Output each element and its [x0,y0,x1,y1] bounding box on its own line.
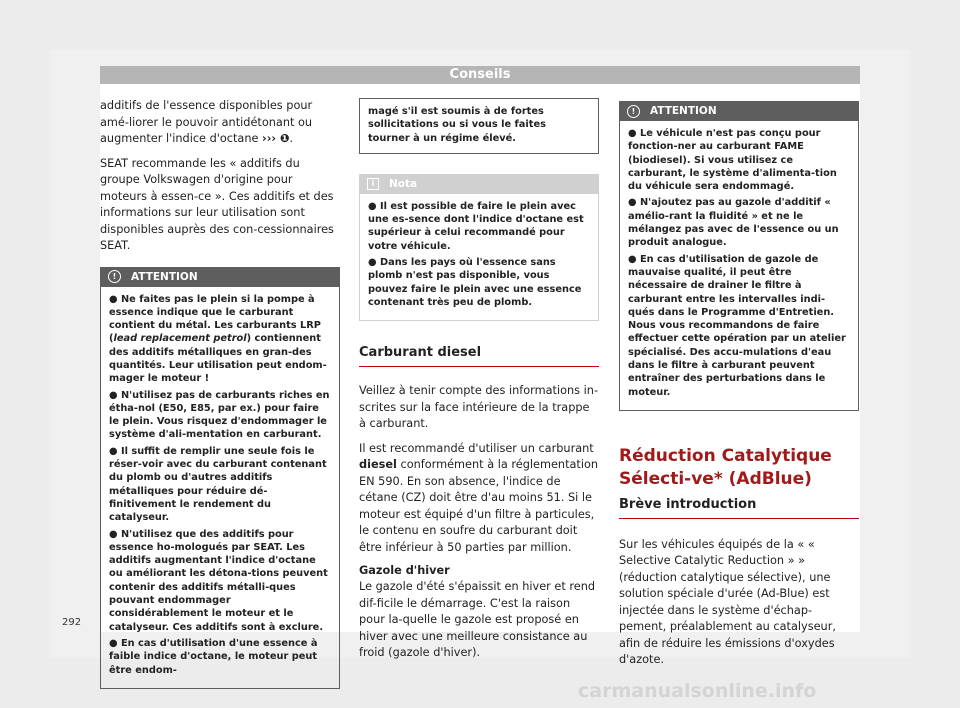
attention-body [619,121,859,411]
attention-title: ATTENTION [131,270,198,283]
bullet-item: ● N'ajoutez pas au gazole d'additif « amélio-rant la fluidité » et ne le mélangez pas avec de l'essence ou un produit analogue. [628,197,839,249]
attention-body [100,287,340,689]
section-title: Carburant diesel [359,345,599,367]
bullet-item [109,293,331,386]
chapter-title: Réduction Catalytique Sélecti-ve* (AdBlue) [619,445,832,489]
paragraph: SEAT recommande les « additifs du groupe Volkswagen d'origine pour moteurs à essen-ce ». Ces additifs et des informations sur leur utilisation sont disponibles auprès des con-cessionnaires SEAT. [100,156,334,252]
paragraph-text: conformément à la réglementation EN 590. En son absence, l'indice de cétane (CZ) doit être d'au moins 51. Si le moteur est équipé d'un filtre à particules, le contenu en soufre du carburant doit être inférieur à 50 parties par million. [359,458,599,554]
bullet-item: ● Dans les pays où l'essence sans plomb n'est pas disponible, vous pouvez faire le plein avec une essence contenant très peu de plomb. [368,257,582,308]
page-number: 292 [62,617,82,628]
bullet-item: ● Le véhicule n'est pas conçu pour fonction-ner au carburant FAME (biodiesel). Si vous utilisez ce carburant, le système d'alimenta-tion du véhicule sera endommagé. [628,128,837,193]
reference-symbol[interactable]: ››› ❶ [262,132,290,145]
column-3 [619,98,859,677]
column-2 [359,98,599,670]
attention-header [100,267,340,287]
info-icon: i [367,178,379,190]
bullet-text: ) contiennent des additifs métalliques en gran-des quantités. Leur utilisation peut endom-mager le moteur ! [109,333,327,385]
bold-term: diesel [359,458,397,472]
attention-continuation: magé s'il est soumis à de fortes sollicitations ou si vous le faites tourner à un régime élevé. [359,98,599,154]
note-title: Nota [389,177,418,190]
attention-header [619,101,859,121]
attention-title: ATTENTION [650,105,717,117]
warning-icon: ! [108,270,121,283]
column-1 [100,98,340,689]
paragraph [359,441,599,557]
paragraph: additifs de l'essence disponibles pour amé-liorer le pouvoir antidétonant ou augmenter l'indice d'octane ››› ❶. [100,99,313,145]
note-header [359,174,599,194]
paragraph-text: Il est recommandé d'utiliser un carburant [359,441,594,455]
attention-box [100,267,340,689]
paragraph: Sur les véhicules équipés de la « « Selective Catalytic Reduction » » (réduction catalytique sélective), une solution spéciale d'urée (Ad-Blue) est injectée dans le système d'échap-pement, préalablement au catalyseur, afin de réduire les émissions d'oxydes d'azote. [619,537,836,667]
bullet-item: ● En cas d'utilisation d'une essence à faible indice d'octane, le moteur peut être endom- [109,637,318,676]
bullet-text: ● Ne faites pas le plein si la pompe à essence indique que le carburant contient du métal. Les carburants LRP ( [109,293,321,345]
watermark: carmanualsonline.info [578,680,817,702]
bullet-item: ● Il suffit de remplir une seule fois le réser-voir avec du carburant contenant du plomb ou d'autres additifs métalliques pour réduire dé-finitivement le rendement du catalyseur. [109,445,327,524]
paragraph-text: additifs de l'essence disponibles pour amé-liorer le pouvoir antidétonant ou augmenter l'indice d'octane [100,99,313,145]
subheading: Gazole d'hiver [359,564,450,578]
bullet-item: ● N'utilisez pas de carburants riches en étha-nol (E50, E85, par ex.) pour faire le plein. Vous risquez d'endommager le système d'ali-mentation en carburant. [109,389,330,441]
bullet-item: ● En cas d'utilisation de gazole de mauvaise qualité, il peut être nécessaire de drainer le filtre à carburant entre les intervalles indi-qués dans le Programme d'Entretien. Nous vous recommandons de faire effectuer cette opération par un atelier spécialisé. Des accu-mulations d'eau dans le filtre à carburant peuvent entraîner des perturbations dans le moteur. [628,253,846,398]
paragraph: Le gazole d'été s'épaissit en hiver et rend dif-ficile le démarrage. C'est la raison pour la-quelle le gazole est proposé en hiver avec une meilleure consistance au froid (gazole d'hiver). [359,580,596,660]
subsection-title: Brève introduction [619,497,859,519]
warning-icon: ! [627,105,640,118]
section-header: Conseils [100,66,860,84]
note-box [359,174,599,321]
bullet-item: ● Il est possible de faire le plein avec une es-sence dont l'indice d'octane est supérieur à celui recommandé pour votre véhicule. [368,200,584,252]
bullet-emphasis: lead replacement petrol [113,333,247,345]
paragraph: Veillez à tenir compte des informations in-scrites sur la face intérieure de la trappe à carburant. [359,384,599,431]
bullet-item: ● N'utilisez que des additifs pour essence ho-mologués par SEAT. Les additifs augmentant l'indice d'octane ou améliorant les détona-tions peuvent contenir des additifs métalli-ques pouvant endommager considérablement le moteur et le catalyseur. Ces additifs sont à exclure. [109,528,328,633]
note-body [359,194,599,321]
attention-box [619,101,859,411]
